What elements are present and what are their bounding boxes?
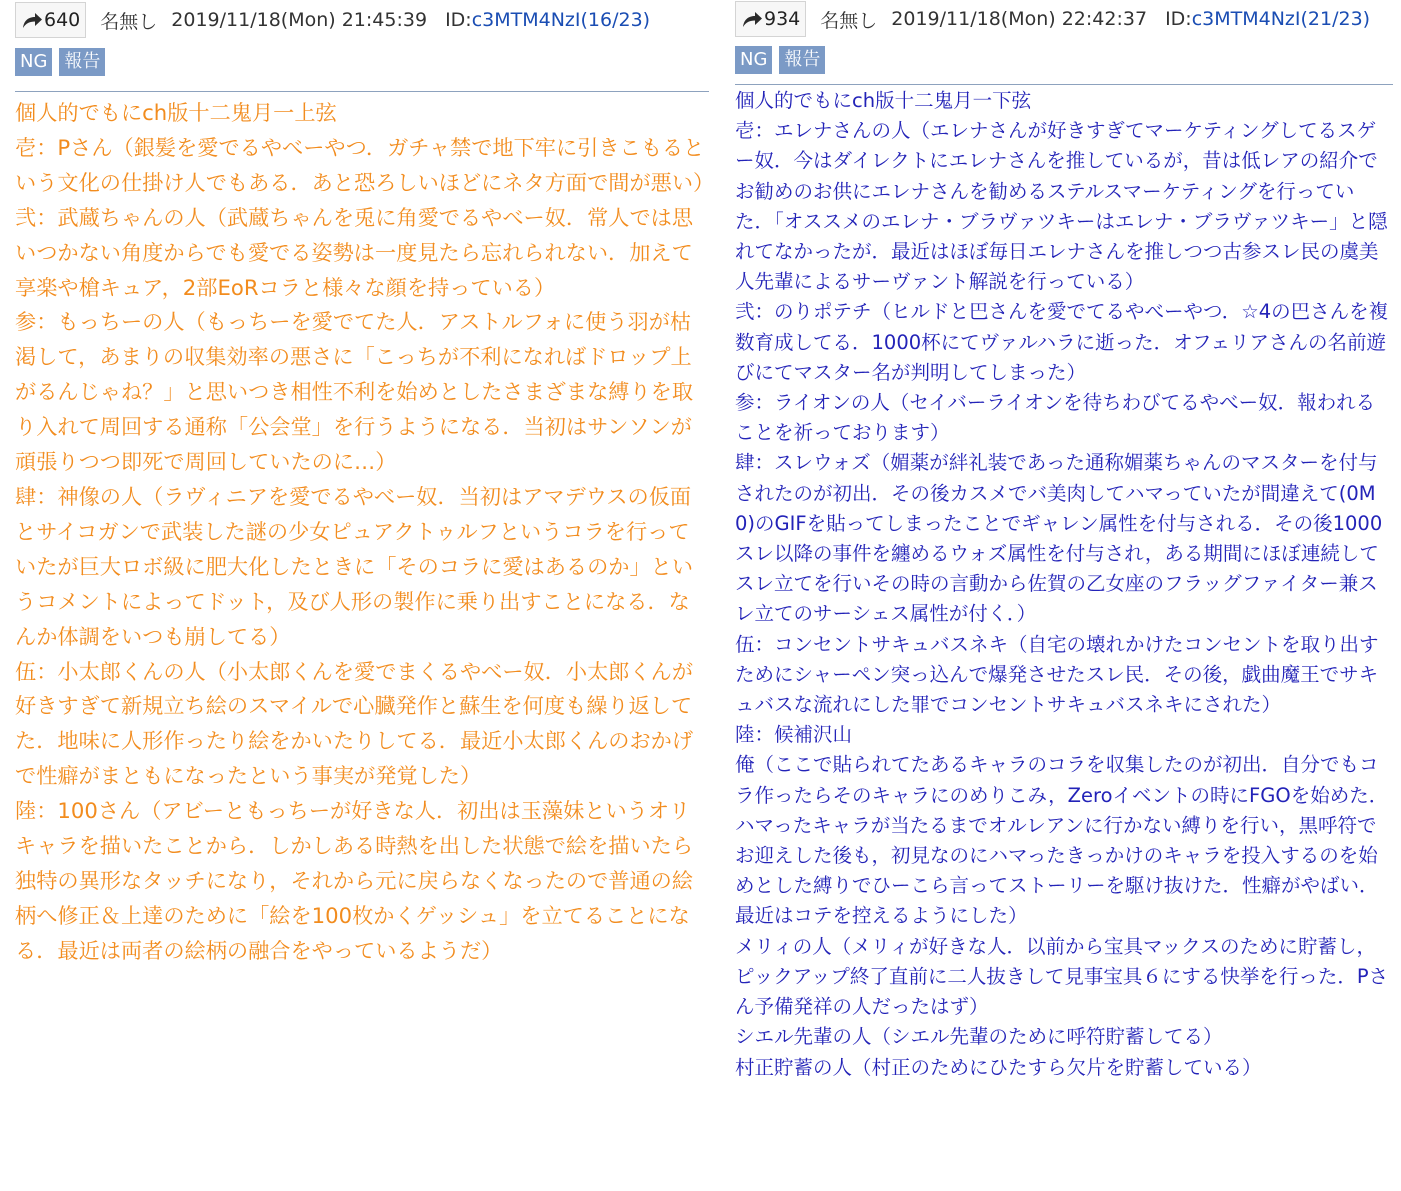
reply-button[interactable] <box>15 2 86 38</box>
reply-arrow-icon <box>741 9 763 29</box>
poster-name: 名無し <box>100 10 158 33</box>
id-label: ID: <box>1165 8 1192 30</box>
post-body <box>15 96 715 969</box>
post-line: 弐：のりポテチ（ヒルドと巴さんを愛でてるやべーやつ．☆4の巴さんを複数育成してる．1000杯にてヴァルハラに逝った．オフェリアさんの名前遊びにてマスター名が判明してしまった） <box>735 300 1389 384</box>
post-line: 参：もっちーの人（もっちーを愛でてた人．アストルフォに使う羽が枯渇して，あまりの収集効率の悪さに「こっちが不利になればドロップ上がるんじゃね？」と思いつき相性不利を始めとしたさまざまな縛りを取り入れて周回する通称「公会堂」を行うようになる．当初はサンソンが頑張りつつ即死で周回していたのに…） <box>15 309 694 475</box>
report-button[interactable]: 報告 <box>59 48 105 76</box>
post-line: 参：ライオンの人（セイバーライオンを待ちわびてるやべー奴．報われることを祈っております） <box>735 391 1376 445</box>
post-line-title: 個人的でもにch版十二鬼月一上弦 <box>15 100 337 125</box>
post-number: 640 <box>44 9 81 31</box>
post-line: 肆：神像の人（ラヴィニアを愛でるやべー奴．当初はアマデウスの仮面とサイコガンで武装した謎の少女ピュアクトゥルフというコラを行っていたが巨大ロボ級に肥大化したときに「そのコラに愛はあるのか」というコメントによってドット，及び人形の製作に乗り出すことになる．なんか体調をいつも崩してる） <box>15 483 694 649</box>
reply-arrow-icon <box>21 10 43 30</box>
post-divider <box>15 91 709 92</box>
post-body <box>735 86 1393 1083</box>
poster-name: 名無し <box>820 9 878 32</box>
post-number: 934 <box>764 8 801 30</box>
post-line: メリィの人（メリィが好きな人．以前から宝具マックスのために貯蓄し，ピックアップ終了直前に二人抜きして見事宝具６にする快挙を行った．Pさん予備発祥の人だったはず） <box>735 934 1389 1019</box>
post-header <box>735 2 1393 36</box>
post-line: 陸：候補沢山 <box>735 723 853 747</box>
post-line: 肆：スレウォズ（媚薬が絆礼装であった通称媚薬ちゃんのマスターを付与されたのが初出．その後カスメでバ美肉してハマっていたが間違えて(0M0)のGIFを貼ってしまったことでギャレン属性を付与される．その後1000スレ以降の事件を纏めるウォズ属性を付与され，ある期間にほぼ連続してスレ立てを行いその時の言動から佐賀の乙女座のフラッグファイター兼スレ立てのサーシェス属性が付く．） <box>735 451 1383 626</box>
post-header <box>15 2 709 38</box>
post-actions <box>15 48 709 76</box>
post-line: 弐：武蔵ちゃんの人（武蔵ちゃんを兎に角愛でるやべー奴．常人では思いつかない角度からでも愛でる姿勢は一度見たら忘れられない．加えて享楽や槍キュア，2部EoRコラと様々な顔を持っている） <box>15 204 694 300</box>
post-date: 2019/11/18(Mon) 21:45:39 <box>171 9 428 31</box>
poster-id-link[interactable]: c3MTM4NzI(16/23) <box>471 9 651 31</box>
post-date: 2019/11/18(Mon) 22:42:37 <box>891 8 1148 30</box>
post-line: 村正貯蓄の人（村正のためにひたすら欠片を貯蓄している） <box>735 1055 1262 1079</box>
ng-button[interactable]: NG <box>15 48 52 76</box>
post-line: 陸：100さん（アビーともっちーが好きな人．初出は玉藻妹というオリキャラを描いたことから．しかしある時熱を出した状態で絵を描いたら独特の異形なタッチになり，それから元に戻らなくなったので普通の絵柄へ修正＆上達のために「絵を100枚かくゲッシュ」を立てることになる．最近は両者の絵柄の融合をやっているようだ） <box>15 798 694 963</box>
post-line: 俺（ここで貼られてたあるキャラのコラを収集したのが初出．自分でもコラ作ったらそのキャラにのめりこみ，Zeroイベントの時にFGOを始めた．ハマったキャラが当たるまでオルレアンに行かない縛りを行い，黒呼符でお迎えした後も，初見なのにハマったきっかけのキャラを投入するのを始めとした縛りでひーこら言ってストーリーを駆け抜けた．性癖がやばい．最近はコテを控えるようにした） <box>735 753 1389 928</box>
post-line: 伍：コンセントサキュバスネキ（自宅の壊れかけたコンセントを取り出すためにシャーペン突っ込んで爆発させたスレ民．その後，戯曲魔王でサキュバスな流れにした罪でコンセントサキュバスネキにされた） <box>735 632 1379 717</box>
reply-button[interactable] <box>735 1 806 37</box>
post-divider <box>735 84 1393 85</box>
post-line: 伍：小太郎くんの人（小太郎くんを愛でまくるやべー奴．小太郎くんが好きすぎて新規立ち絵のスマイルで心臓発作と蘇生を何度も繰り返してた．地味に人形作ったり絵をかいたりしてる．最近小太郎くんのおかげで性癖がまともになったという事実が発覚した） <box>15 658 694 789</box>
poster-id-link[interactable]: c3MTM4NzI(21/23) <box>1191 8 1371 30</box>
id-label: ID: <box>445 9 472 31</box>
report-button[interactable]: 報告 <box>779 46 825 74</box>
post-934 <box>728 0 1401 1191</box>
ng-button[interactable]: NG <box>735 46 772 74</box>
post-actions <box>735 46 1393 74</box>
post-line: 壱：エレナさんの人（エレナさんが好きすぎてマーケティングしてるスゲー奴．今はダイレクトにエレナさんを推しているが，昔は低レアの紹介でお勧めのお供にエレナさんを勧めるステルスマーケティングを行っていた．「オススメのエレナ・ブラヴァツキーはエレナ・ブラヴァツキー」と隠れてなかったが．最近はほぼ毎日エレナさんを推しつつ古参スレ民の虞美人先輩によるサーヴァント解説を行っている） <box>735 119 1388 294</box>
column-divider <box>721 0 728 1191</box>
post-line: シエル先輩の人（シエル先輩のために呼符貯蓄してる） <box>735 1025 1223 1049</box>
post-line-title: 個人的でもにch版十二鬼月一下弦 <box>735 89 1032 112</box>
post-line: 壱：Pさん（銀髪を愛でるやべーやつ．ガチャ禁で地下牢に引きこもるという文化の仕掛け人でもある．あと恐ろしいほどにネタ方面で間が悪い） <box>15 134 715 195</box>
